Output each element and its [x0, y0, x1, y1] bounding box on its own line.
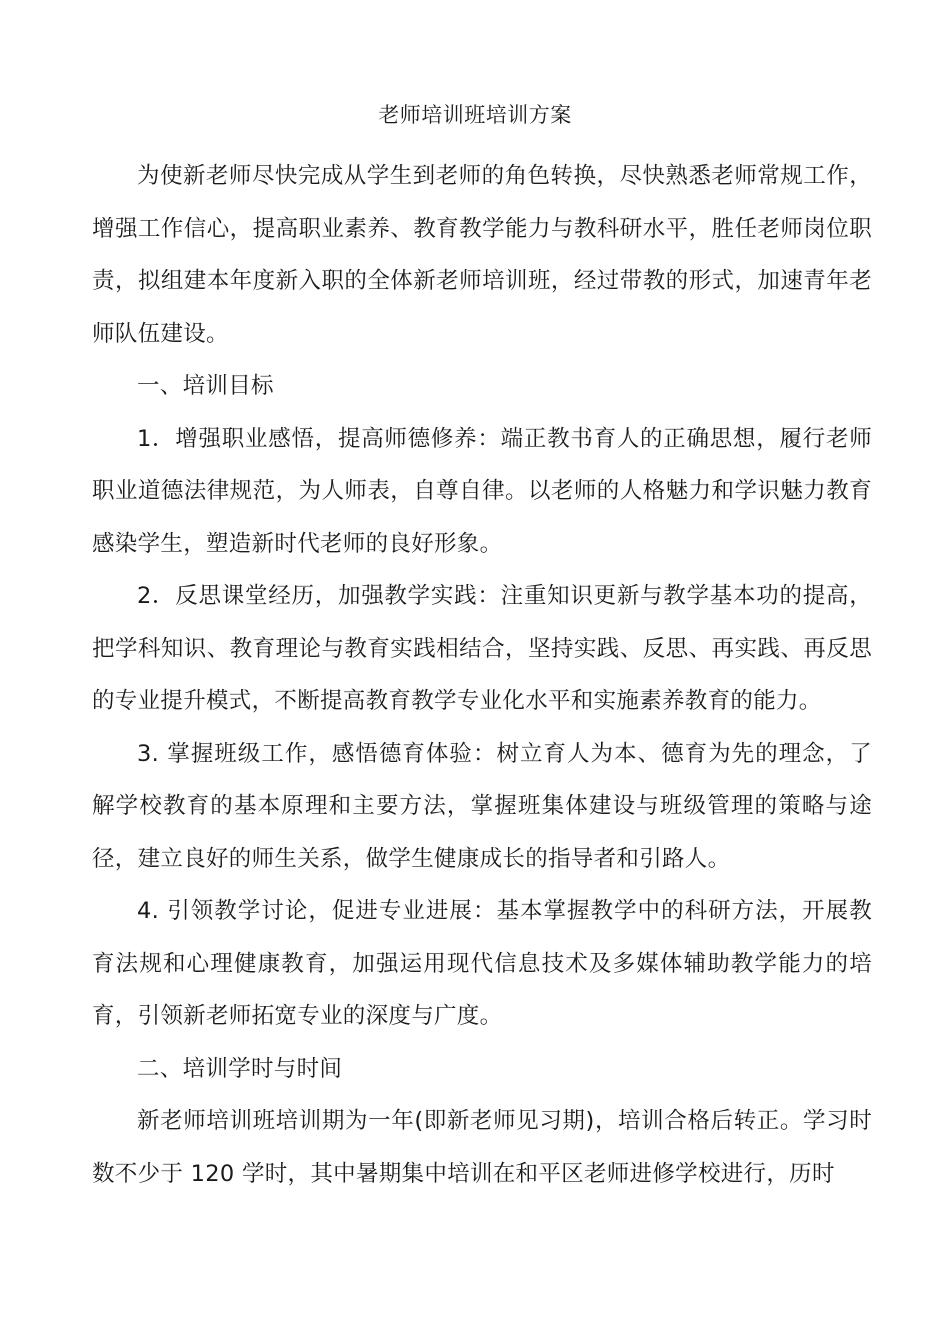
goal-item-1: 1．增强职业感悟，提高师德修养：端正教书育人的正确思想，履行老师职业道德法律规范，为人师表，自尊自律。以老师的人格魅力和学识魅力教育感染学生，塑造新时代老师的良好形象。	[92, 425, 872, 557]
section-heading-goals: 一、培训目标	[137, 373, 274, 399]
goal-item-3: 3. 掌握班级工作，感悟德育体验：树立育人为本、德育为先的理念，了解学校教育的基本原理和主要方法，掌握班集体建设与班级管理的策略与途径，建立良好的师生关系，做学生健康成长的指导者和引路人。	[92, 740, 872, 872]
section-heading-hours: 二、培训学时与时间	[137, 1055, 343, 1082]
goal-item-2: 2．反思课堂经历，加强教学实践：注重知识更新与教学基本功的提高，把学科知识、教育理论与教育实践相结合，坚持实践、反思、再实践、再反思的专业提升模式，不断提高教育教学专业化水平和实施素养教育的能力。	[92, 583, 872, 714]
document-body	[92, 150, 872, 1200]
intro-paragraph: 为使新老师尽快完成从学生到老师的角色转换，尽快熟悉老师常规工作，增强工作信心，提高职业素养、教育教学能力与教科研水平，胜任老师岗位职责，拟组建本年度新入职的全体新老师培训班，经过带教的形式，加速青年老师队伍建设。	[92, 163, 872, 347]
document-title: 老师培训班培训方案	[378, 103, 572, 127]
goal-item-4: 4. 引领教学讨论，促进专业进展：基本掌握教学中的科研方法，开展教育法规和心理健康教育，加强运用现代信息技术及多媒体辅助教学能力的培育，引领新老师拓宽专业的深度与广度。	[92, 898, 872, 1029]
hours-paragraph: 新老师培训班培训期为一年(即新老师见习期)，培训合格后转正。学习时数不少于 120 学时，其中暑期集中培训在和平区老师进修学校进行，历时	[92, 1108, 872, 1187]
